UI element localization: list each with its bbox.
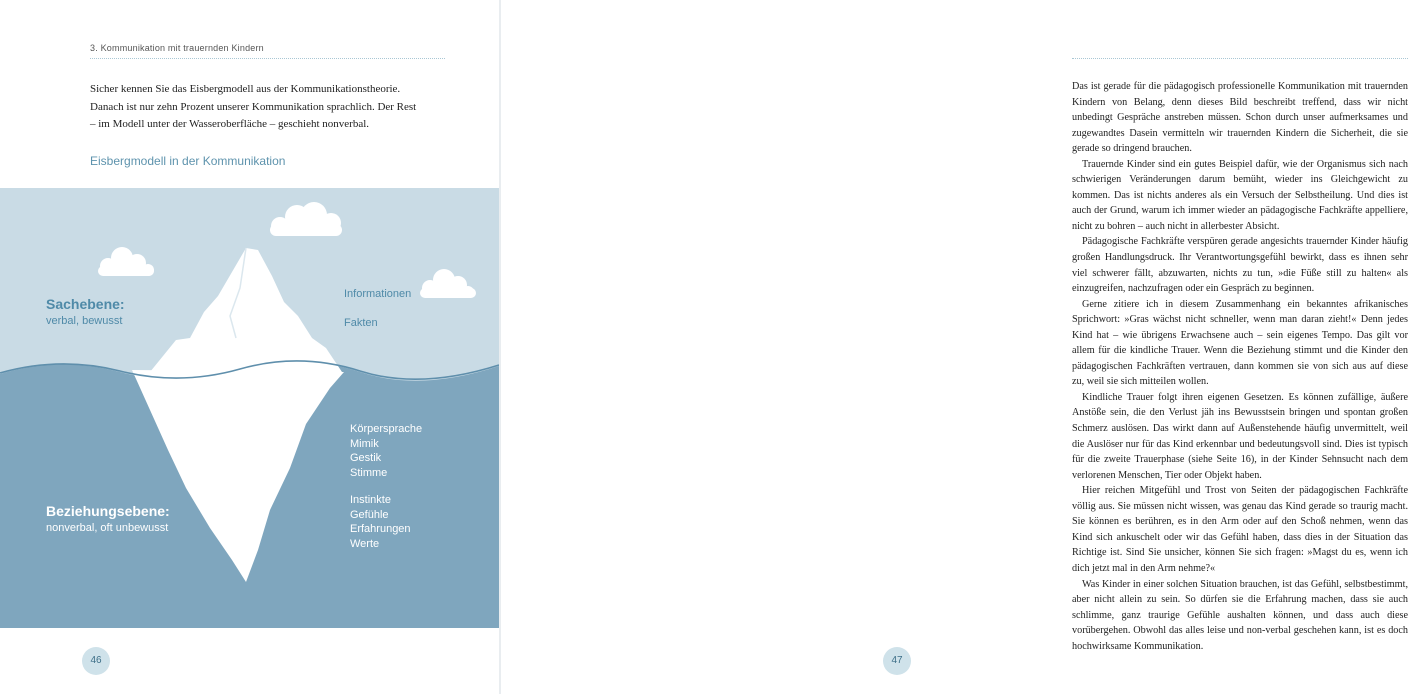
level-title-beziehungsebene: Beziehungsebene: [46,503,170,519]
level-title-sachebene: Sachebene: [46,296,125,312]
left-page [0,0,499,694]
paragraph: Pädagogische Fachkräfte verspüren gerade angesichts trauernder Kinder häufig großen Handlungsdruck. Ihr Verantwortungsgefühl bewirkt, dass es ihnen sehr viel schwerer fällt, abzuwarten, nichts zu tun, »die Füße still zu halten« als einzugreifen, nachzufragen oder ein Gespräch zu beginnen. [1072,236,1408,295]
level-subtitle-beziehungsebene: nonverbal, oft unbewusst [46,522,169,534]
level-subtitle-sachebene: verbal, bewusst [46,315,123,327]
iceberg-illustration [0,188,499,628]
running-head-rule [90,58,445,59]
bottom-item: Gefühle [350,508,389,521]
iceberg-graphic [0,188,499,628]
paragraph: Das ist gerade für die pädagogisch professionelle Kommunikation mit trauernden Kindern von Belang, denn dieses Bild beschreibt treffend, dass wir nicht unbedingt Gespräche anstreben müssen. Schon durch unser aufmerksames und zugewandtes Dasein vermitteln wir trauernden Kindern die Sicherheit, die sie gerade so dringend brauchen. [1072,81,1408,155]
diagram-title: Eisbergmodell in der Kommunikation [90,154,286,168]
page-number: 47 [883,647,911,675]
bottom-item: Stimme [350,466,388,479]
bottom-item: Mimik [350,437,379,450]
intro-paragraph: Sicher kennen Sie das Eisbergmodell aus der Kommunikationstheorie. Danach ist nur zehn Prozent unserer Kommunikation sprachlich. Der Rest – im Modell unter der Wasseroberfläche – geschieht nonverbal. [90,83,417,131]
bottom-item: Erfahrungen [350,523,411,535]
bottom-item-list-2 [350,493,411,551]
bottom-item: Instinkte [350,494,391,506]
bottom-item: Gestik [350,452,382,464]
right-page [501,0,1408,694]
paragraph: Was Kinder in einer solchen Situation brauchen, ist das Gefühl, selbstbestimmt, aber nicht allein zu sein. So dürfen sie die Erfahrung machen, dass sie auch schlimme, ganz traurige Gefühle aushalten können, und dass auch diese vorübergehen. Obwohl das alles leise und non-verbal geschehen kann, ist es doch hochwirksame Kommunikation. [1072,578,1408,652]
running-head-rule [1072,58,1408,59]
bottom-item-list-1 [350,422,422,480]
paragraph: Kindliche Trauer folgt ihren eigenen Gesetzen. Es können zufällige, äußere Anstöße sein, die den Verlust jäh ins Bewusstsein bringen und spontan großen Schmerz auslösen. Das wirkt dann auf Außenstehende häufig unvermittelt, weil die Auslöser nur für das Kind erkennbar und bedeutungsvoll sind. Dies ist typisch für die zweite Trauerphase (siehe Seite 16), in der Kinder Sehnsucht nach dem verlorenen Menschen, Tier oder Objekt haben. [1072,391,1408,481]
bottom-item: Körpersprache [350,423,423,435]
bottom-item: Werte [350,537,380,550]
top-item: Informationen [344,288,412,300]
paragraph: Hier reichen Mitgefühl und Trost von Seiten der pädagogischen Fachkräfte völlig aus. Sie müssen nicht wissen, was genau das Kind gerade so traurig macht. Sie können es berühren, es in den Arm oder auf den Schoß nehmen, wenn das Kind sich ankuschelt oder wir das Gefühl haben, dass dies in der Situation das Richtige ist. Sind Sie unsicher, können Sie sich fragen: »Magst du es, wenn ich dich jetzt mal in den Arm nehme?« [1072,485,1408,574]
running-head: 3. Kommunikation mit trauernden Kindern [90,43,264,53]
top-item: Fakten [344,317,378,329]
paragraph: Gerne zitiere ich in diesem Zusammenhang ein bekanntes afrikanisches Sprichwort: »Gras wächst nicht schneller, wenn man daran zieht!« Denn jedes Kind hat – wie übrigens Erwachsene auch – sein eigenes Tempo. Das gilt vor allem für die kindliche Trauer. Wenn die Beziehung stimmt und die Kinder den pädagogischen Fachkräften vertrauen, dann kommen sie von sich aus auf diese zu, weil sie sich mitteilen wollen. [1072,298,1408,388]
body-text [1072,79,1408,654]
page-number: 46 [82,647,110,675]
paragraph: Trauernde Kinder sind ein gutes Beispiel dafür, wie der Organismus sich nach schwierigen Veränderungen darum bemüht, wieder ins Gleichgewicht zu kommen. Das ist nichts anderes als ein Versuch der Selbstheilung. Und dies ist auch der Grund, warum ich immer wieder an pädagogische Fachkräfte appelliere, nicht zu bohren – auch nicht in allerbester Absicht. [1072,158,1408,232]
